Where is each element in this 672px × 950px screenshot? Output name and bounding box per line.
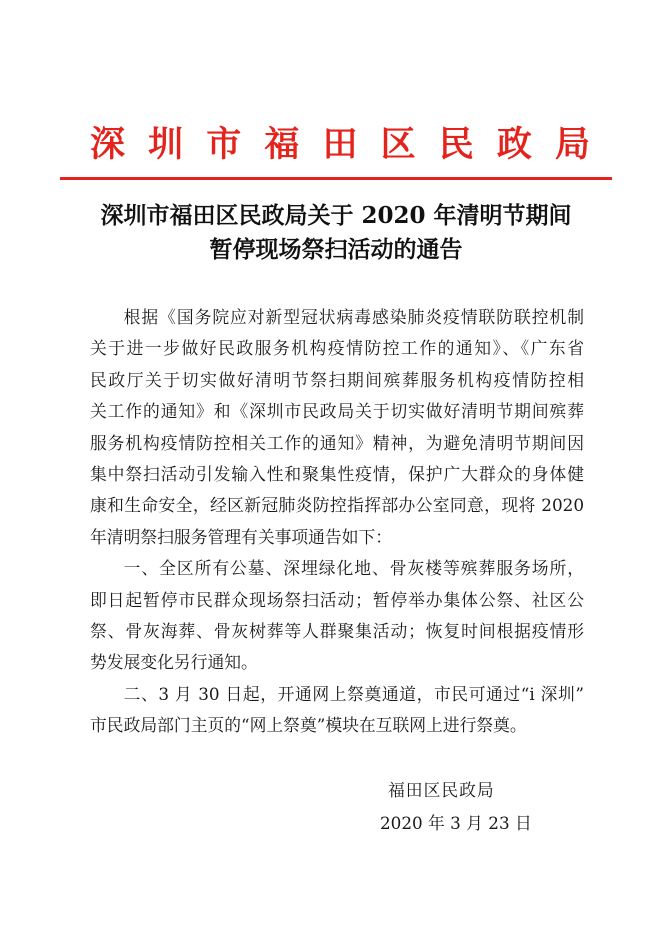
signature-date: 2020 年 3 月 23 日 — [380, 813, 532, 833]
body-line: 市民政局部门主页的“网上祭奠”模块在互联网上进行祭奠。 — [90, 715, 527, 736]
body-line: 关工作的通知》和《深圳市民政局关于切实做好清明节期间殡葬 — [90, 401, 584, 422]
paragraph-item-1 — [90, 553, 584, 679]
signature-issuer: 福田区民政局 — [388, 780, 495, 800]
body-line: 祭、骨灰海葬、骨灰树葬等人群聚集活动；恢复时间根据疫情形 — [90, 620, 584, 641]
org-header-title: 深圳市福田区民政局 — [90, 124, 590, 165]
body-line: 关于进一步做好民政服务机构疫情防控工作的通知》、《广东省 — [90, 338, 584, 359]
body-line: 一、全区所有公墓、深埋绿化地、骨灰楼等殡葬服务场所， — [123, 558, 584, 579]
body-line: 势发展变化另行通知。 — [90, 652, 258, 673]
body-line: 服务机构疫情防控相关工作的通知》精神，为避免清明节期间因 — [90, 432, 584, 453]
body-line: 即日起暂停市民群众现场祭扫活动；暂停举办集体公祭、社区公 — [90, 589, 584, 610]
body-line: 根据《国务院应对新型冠状病毒感染肺炎疫情联防联控机制 — [123, 307, 584, 327]
body-line: 民政厅关于切实做好清明节祭扫期间殡葬服务机构疫情防控相 — [90, 369, 584, 390]
notice-title-line-2: 暂停现场祭扫活动的通告 — [209, 236, 463, 263]
body-line: 康和生命安全，经区新冠肺炎防控指挥部办公室同意，现将 2020 — [90, 495, 584, 516]
red-divider-rule — [60, 177, 612, 180]
paragraph-preamble — [90, 302, 584, 553]
notice-title — [40, 199, 632, 267]
body-line: 二、3 月 30 日起，开通网上祭奠通道，市民可通过“i 深圳” — [123, 683, 584, 704]
paragraph-item-2 — [90, 679, 584, 742]
notice-title-line-1: 深圳市福田区民政局关于 2020 年清明节期间 — [100, 202, 572, 229]
body-line: 集中祭扫活动引发输入性和聚集性疫情，保护广大群众的身体健 — [90, 463, 584, 484]
body-line: 年清明祭扫服务管理有关事项通告如下： — [90, 526, 393, 547]
notice-body — [90, 302, 584, 741]
